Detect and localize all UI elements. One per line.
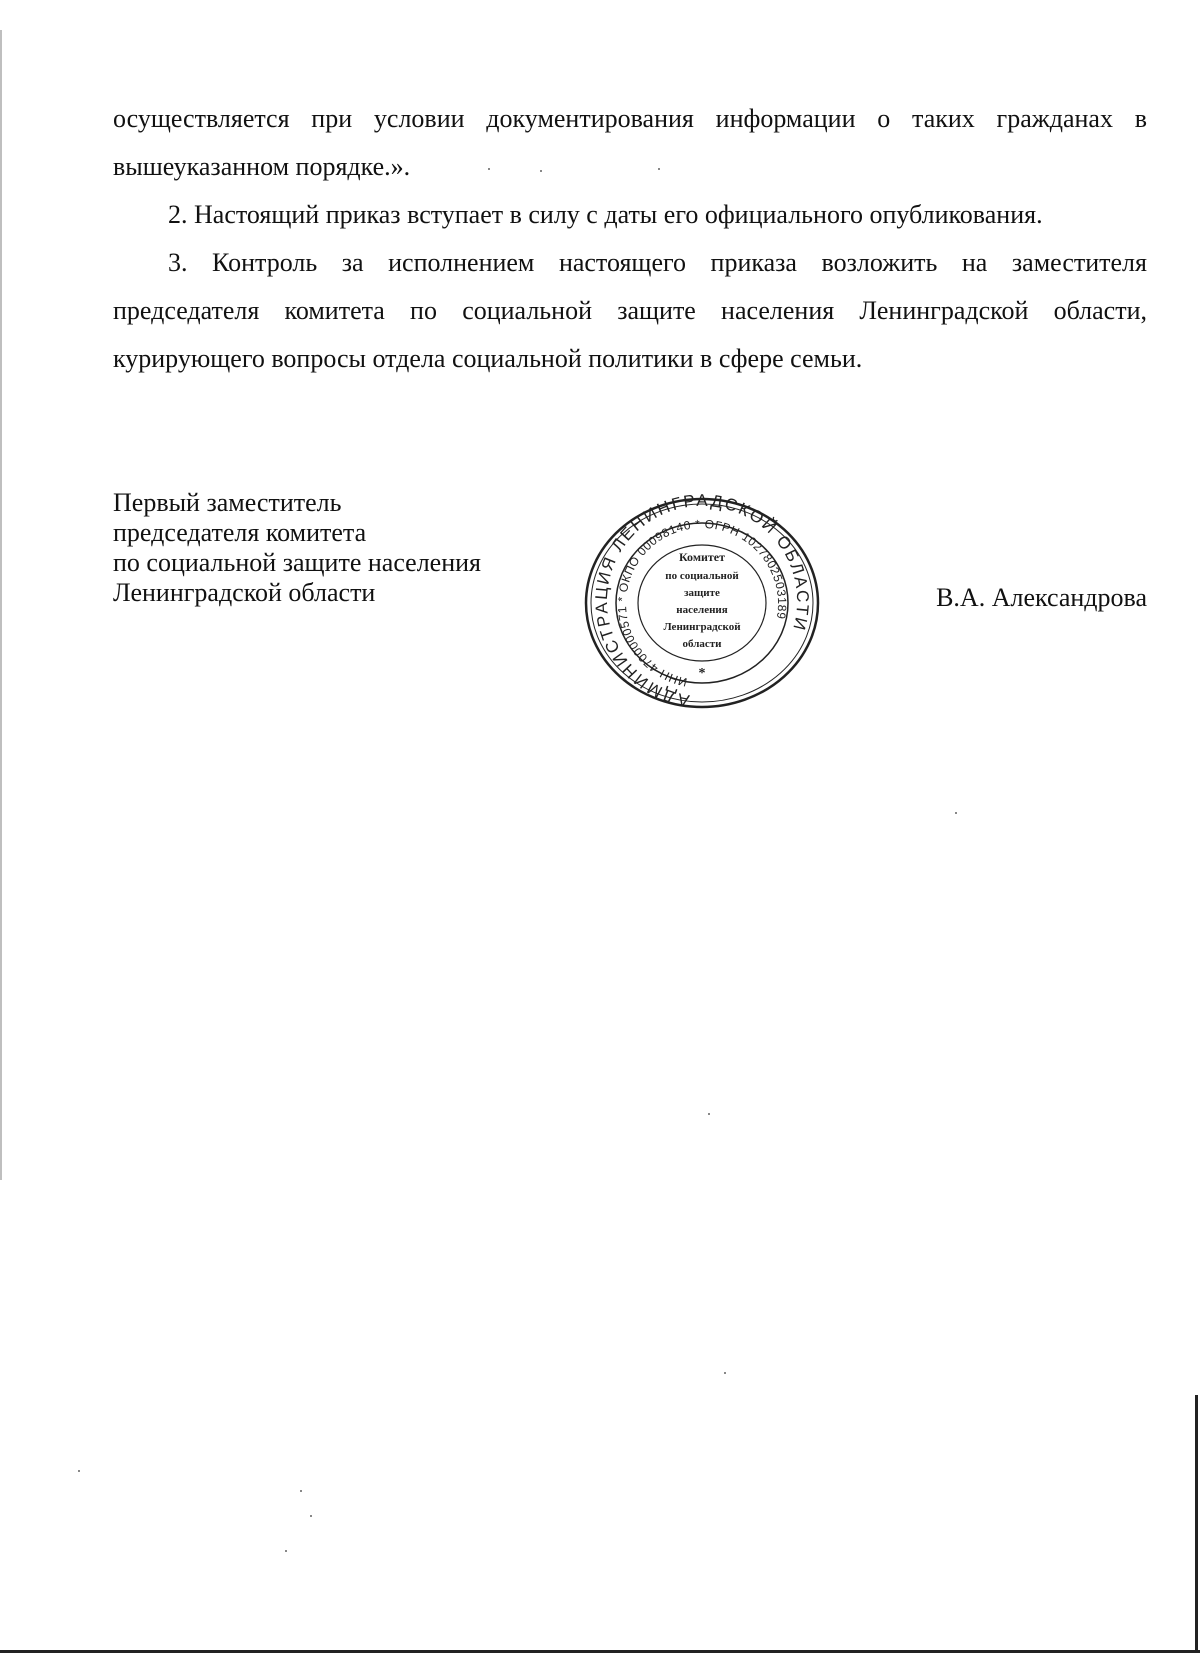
scan-speck bbox=[955, 812, 957, 814]
seal-center-line: области bbox=[682, 638, 722, 650]
scan-edge-left bbox=[0, 30, 2, 1180]
seal-center-line: по социальной bbox=[665, 570, 739, 582]
scan-speck bbox=[300, 1490, 302, 1492]
scan-speck bbox=[724, 1372, 726, 1374]
seal-center-line: Ленинградской bbox=[663, 621, 741, 633]
scan-speck bbox=[540, 170, 542, 172]
signatory-title-line: председателя комитета bbox=[113, 518, 367, 547]
seal-center-line: защите bbox=[684, 587, 720, 599]
scan-speck bbox=[78, 1470, 80, 1472]
official-seal bbox=[582, 490, 822, 712]
paragraph-3: 3. Контроль за исполнением настоящего приказа возложить на заместителя председателя комитета по социальной защите населения Ленинградской области, курирующего вопросы отдела социальной политики в сфере семьи. bbox=[113, 248, 1147, 373]
signatory-title bbox=[113, 488, 481, 608]
signatory-title-line: Ленинградской области bbox=[113, 578, 376, 607]
scan-speck bbox=[708, 1113, 710, 1115]
signatory-title-line: по социальной защите населения bbox=[113, 548, 482, 577]
seal-center-line: Комитет bbox=[678, 550, 726, 564]
scan-speck bbox=[658, 168, 660, 170]
seal-graphic bbox=[582, 490, 822, 712]
seal-center-line: населения bbox=[676, 604, 728, 616]
paragraph-continuation: осуществляется при условии документирования информации о таких гражданах в вышеуказанном порядке.». bbox=[113, 104, 1147, 181]
seal-star-icon: * bbox=[698, 666, 706, 681]
scan-speck bbox=[285, 1550, 287, 1552]
signatory-title-line: Первый заместитель bbox=[113, 488, 342, 517]
scan-speck bbox=[488, 168, 490, 170]
signatory-name: В.А. Александрова bbox=[936, 583, 1147, 612]
seal-outer-text: АДМИНИСТРАЦИЯ ЛЕНИНГРАДСКОЙ ОБЛАСТИ bbox=[591, 490, 813, 711]
document-body bbox=[113, 95, 1147, 383]
scan-speck bbox=[310, 1515, 312, 1517]
paragraph-2: 2. Настоящий приказ вступает в силу с даты его официального опубликования. bbox=[168, 200, 1043, 229]
scan-edge-right bbox=[1195, 1395, 1198, 1653]
seal-inner-text: ИНН 4700000571 * ОКПО 00098140 * ОГРН 1027802503189 bbox=[615, 516, 790, 690]
